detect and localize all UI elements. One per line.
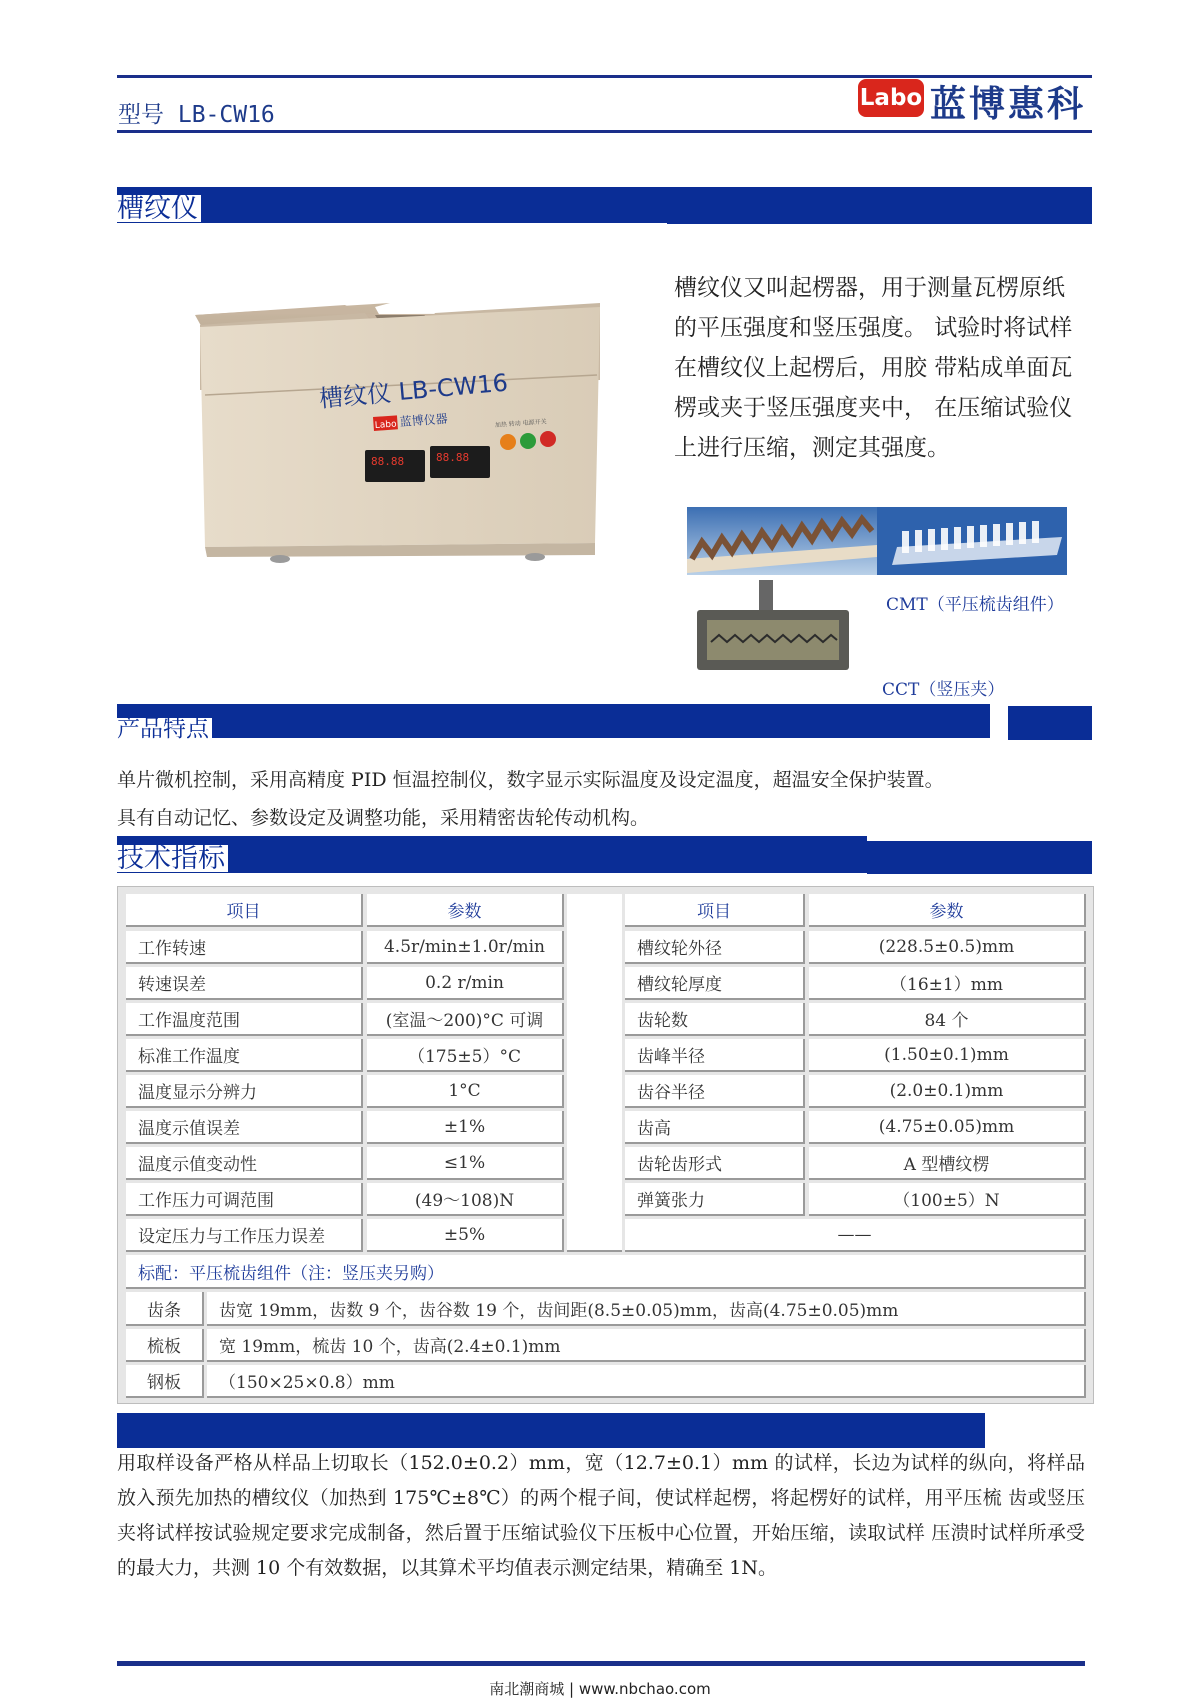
cmt-caption: CMT（平压梳齿组件） xyxy=(886,595,1064,615)
table-cell: 设定压力与工作压力误差 xyxy=(126,1219,363,1252)
table-cell: 0.2 r/min xyxy=(367,967,564,1000)
table-cell: 弹簧张力 xyxy=(625,1183,805,1216)
table-cell: (228.5±0.5)mm xyxy=(809,931,1086,964)
table-cell: 工作压力可调范围 xyxy=(126,1183,363,1216)
device-brand-cn: 蓝博仪器 xyxy=(399,411,449,429)
footer-rule xyxy=(117,1661,1085,1666)
table-spacer xyxy=(567,894,622,1252)
heat-indicator-icon xyxy=(500,434,516,450)
table-cell: ±1% xyxy=(367,1111,564,1144)
table-cell: 工作温度范围 xyxy=(126,1003,363,1036)
spec-table xyxy=(117,886,1094,1404)
intro-text: 槽纹仪又叫起楞器，用于测量瓦楞原纸 的平压强度和竖压强度。 试验时将试样在槽纹仪上起楞后，用胶 带粘成单面瓦楞或夹于竖压强度夹中， 在压缩试验仪上进行压缩，测定其强度。 xyxy=(674,275,1073,461)
table-cell: 转速误差 xyxy=(126,967,363,1000)
section-title-specs: 技术指标 xyxy=(114,845,228,872)
table-cell: A 型槽纹楞 xyxy=(809,1147,1086,1180)
table-cell: 1°C xyxy=(367,1075,564,1108)
table-cell: 齿谷半径 xyxy=(625,1075,805,1108)
table-cell: 槽纹轮厚度 xyxy=(625,967,805,1000)
table-cell: ±5% xyxy=(367,1219,564,1252)
method-paragraph: 用取样设备严格从样品上切取长（152.0±0.2）mm，宽（12.7±0.1）mm 的试样，长边为试样的纵向，将样品放入预先加热的槽纹仪（加热到 175℃±8℃）的两个棍子间，使试样起楞，将起楞好的试样，用平压梳 齿或竖压夹将试样按试验规定要求完成制备，然后置于压缩试验仪下压板中心位置，开始压缩，读取试样 压溃时试样所承受的最大力，共测 10 个有效数据，以其算术平均值表示测定结果，精确至 1N。 xyxy=(117,1452,1085,1579)
feature-line-1: 单片微机控制，采用高精度 PID 恒温控制仪，数字显示实际温度及设定温度，超温安全保护装置。 xyxy=(117,769,944,791)
table-cell: 4.5r/min±1.0r/min xyxy=(367,931,564,964)
accessory-note: 标配：平压梳齿组件（注：竖压夹另购） xyxy=(126,1255,1086,1289)
device-display-right: 88.88 xyxy=(436,451,470,464)
table-cell: （150×25×0.8）mm xyxy=(207,1365,1086,1398)
table-cell: (2.0±0.1)mm xyxy=(809,1075,1086,1108)
table-cell: （175±5）°C xyxy=(367,1039,564,1072)
table-cell: 齿高 xyxy=(625,1111,805,1144)
footer-text: 南北潮商城 | www.nbchao.com xyxy=(489,1680,711,1698)
cct-caption: CCT（竖压夹） xyxy=(882,680,1005,700)
section-bar-specs-right xyxy=(867,841,1092,874)
table-cell: 齿条 xyxy=(126,1292,204,1326)
table-header: 参数 xyxy=(809,894,1086,927)
section-bar-method xyxy=(117,1413,985,1448)
feature-line-2: 具有自动记忆、参数设定及调整功能，采用精密齿轮传动机构。 xyxy=(117,807,650,829)
section-bar-features-right xyxy=(1008,706,1092,740)
table-cell: 温度示值变动性 xyxy=(126,1147,363,1180)
section-title-features: 产品特点 xyxy=(114,718,212,741)
table-cell: 钢板 xyxy=(126,1365,204,1398)
brand-logo-name: 蓝博惠科 xyxy=(930,84,1087,125)
brand-logo-mark: Labo xyxy=(858,79,924,117)
table-header: 项目 xyxy=(625,894,805,927)
device-buttons-label: 加热 转动 电源开关 xyxy=(494,418,547,429)
table-cell: (1.50±0.1)mm xyxy=(809,1039,1086,1072)
cmt-rack-image xyxy=(687,507,877,575)
power-indicator-icon xyxy=(540,431,556,447)
cmt-comb-image xyxy=(877,507,1067,575)
table-cell: (49～108)N xyxy=(367,1183,564,1216)
table-cell: ≤1% xyxy=(367,1147,564,1180)
table-cell: 84 个 xyxy=(809,1003,1086,1036)
section-bar-features xyxy=(117,704,990,738)
section-bar-product-right xyxy=(667,187,1092,224)
device-image xyxy=(195,285,610,590)
table-cell: 温度显示分辨力 xyxy=(126,1075,363,1108)
table-cell: 宽 19mm，梳齿 10 个，齿高(2.4±0.1)mm xyxy=(207,1329,1086,1362)
table-header: 项目 xyxy=(126,894,363,927)
table-cell: 齿峰半径 xyxy=(625,1039,805,1072)
device-brand: Labo xyxy=(374,419,397,431)
section-bar-specs xyxy=(117,836,867,873)
cct-clamp-image xyxy=(693,580,853,675)
device-label: 槽纹仪 LB-CW16 xyxy=(318,368,509,413)
table-cell: 梳板 xyxy=(126,1329,204,1362)
table-cell: 槽纹轮外径 xyxy=(625,931,805,964)
table-cell: (室温～200)°C 可调 xyxy=(367,1003,564,1036)
table-cell: 齿轮数 xyxy=(625,1003,805,1036)
table-cell: （16±1）mm xyxy=(809,967,1086,1000)
table-cell: （100±5）N xyxy=(809,1183,1086,1216)
table-header: 参数 xyxy=(367,894,564,927)
table-cell: (4.75±0.05)mm xyxy=(809,1111,1086,1144)
model-number: 型号 LB-CW16 xyxy=(118,102,275,128)
header-bottom-rule xyxy=(117,130,1092,133)
table-cell: 温度示值误差 xyxy=(126,1111,363,1144)
device-display-left: 88.88 xyxy=(371,455,405,468)
rotate-indicator-icon xyxy=(520,433,536,449)
table-cell: 齿轮齿形式 xyxy=(625,1147,805,1180)
table-cell: 标准工作温度 xyxy=(126,1039,363,1072)
table-cell: —— xyxy=(625,1219,1086,1252)
table-cell: 齿宽 19mm，齿数 9 个，齿谷数 19 个，齿间距(8.5±0.05)mm，齿高(4.75±0.05)mm xyxy=(207,1292,1086,1326)
section-title-product: 槽纹仪 xyxy=(114,195,201,222)
table-cell: 工作转速 xyxy=(126,931,363,964)
